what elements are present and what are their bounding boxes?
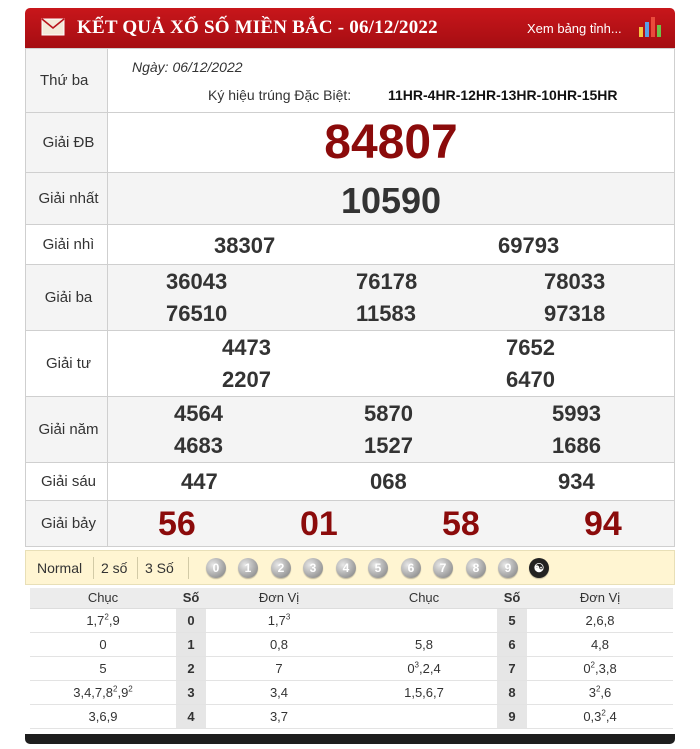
view-provinces-link[interactable]: Xem bảng tỉnh... bbox=[527, 21, 622, 36]
page-title: KẾT QUẢ XỔ SỐ MIỀN BẮC - 06/12/2022 bbox=[77, 17, 438, 38]
digit-9-button[interactable]: 9 bbox=[498, 558, 518, 578]
digit-8-button[interactable]: 8 bbox=[466, 558, 486, 578]
footer-bar bbox=[25, 734, 675, 744]
special-symbol-value: 11HR-4HR-12HR-13HR-10HR-15HR bbox=[388, 87, 618, 103]
yin-yang-icon[interactable]: ☯ bbox=[529, 558, 549, 578]
prize-cell-ba bbox=[108, 265, 675, 331]
prize-number: 4564 bbox=[174, 401, 223, 426]
table-row bbox=[351, 680, 673, 704]
prize-label-bay: Giải bảy bbox=[26, 501, 108, 547]
digit-5-button[interactable]: 5 bbox=[368, 558, 388, 578]
prize-number: 78033 bbox=[544, 269, 606, 294]
prize-label-nhat: Giải nhất bbox=[26, 173, 108, 225]
prize-number-special: 01 bbox=[300, 505, 338, 543]
column-header-chuc: Chục bbox=[351, 588, 497, 608]
weekday-label: Thứ ba bbox=[26, 49, 108, 113]
prize-cell-tu bbox=[108, 331, 675, 397]
prize-row-nhi bbox=[26, 225, 675, 265]
filter-3-digit-option[interactable]: 3 Số bbox=[145, 560, 174, 576]
table-row bbox=[30, 656, 352, 680]
digit-7-button[interactable]: 7 bbox=[433, 558, 453, 578]
special-symbol-label: Ký hiệu trúng Đặc Biệt: bbox=[208, 87, 352, 103]
prize-row-tu bbox=[26, 331, 675, 397]
prize-cell-bay bbox=[108, 501, 675, 547]
loto-table-left bbox=[30, 588, 352, 729]
digit-4-button[interactable]: 4 bbox=[336, 558, 356, 578]
prize-number: 76510 bbox=[166, 301, 228, 326]
table-row bbox=[30, 608, 352, 632]
table-row bbox=[351, 704, 673, 728]
filter-bar bbox=[25, 550, 675, 585]
prize-number-special: 56 bbox=[158, 505, 196, 543]
chuc-cell: 3,6,9 bbox=[30, 704, 176, 728]
prize-row-bay bbox=[26, 501, 675, 547]
so-cell: 5 bbox=[497, 608, 527, 632]
table-row bbox=[30, 680, 352, 704]
prize-number-nhat: 10590 bbox=[340, 180, 442, 221]
donvi-cell: $0^2,3,8$ bbox=[527, 656, 673, 680]
prize-row-db bbox=[26, 113, 675, 173]
donvi-cell: $3^2,6$ bbox=[527, 680, 673, 704]
chuc-cell: $0^3,2,4$ bbox=[351, 656, 497, 680]
chuc-cell bbox=[351, 704, 497, 728]
prize-number: 068 bbox=[370, 469, 407, 494]
prize-label-nam: Giải năm bbox=[26, 397, 108, 463]
prize-cell-nhat bbox=[108, 173, 675, 225]
filter-separator bbox=[137, 557, 138, 579]
donvi-cell: 3,7 bbox=[206, 704, 352, 728]
chuc-cell: 5,8 bbox=[351, 632, 497, 656]
lottery-result-box bbox=[25, 8, 675, 744]
chuc-cell: $3,4,7,8^2,9^2$ bbox=[30, 680, 176, 704]
results-table bbox=[25, 48, 675, 547]
so-cell: 8 bbox=[497, 680, 527, 704]
prize-row-ba bbox=[26, 265, 675, 331]
prize-number: 447 bbox=[181, 469, 218, 494]
prize-number: 38307 bbox=[214, 233, 276, 258]
filter-separator bbox=[188, 557, 189, 579]
prize-number: 97318 bbox=[544, 301, 606, 326]
prize-number: 5993 bbox=[552, 401, 601, 426]
chuc-cell: 1,5,6,7 bbox=[351, 680, 497, 704]
so-cell: 1 bbox=[176, 632, 206, 656]
filter-2-digit-option[interactable]: 2 số bbox=[101, 560, 128, 576]
prize-row-sau bbox=[26, 463, 675, 501]
header-bar bbox=[25, 8, 675, 48]
prize-label-sau: Giải sáu bbox=[26, 463, 108, 501]
column-header-so: Số bbox=[176, 588, 206, 608]
info-cell bbox=[108, 49, 675, 113]
prize-cell-nhi bbox=[108, 225, 675, 265]
prize-number-db: 84807 bbox=[324, 116, 458, 169]
chuc-cell: 5 bbox=[30, 656, 176, 680]
bar-chart-icon[interactable] bbox=[636, 13, 662, 39]
so-cell: 4 bbox=[176, 704, 206, 728]
donvi-cell: 7 bbox=[206, 656, 352, 680]
prize-label-tu: Giải tư bbox=[26, 331, 108, 397]
column-header-chuc: Chục bbox=[30, 588, 176, 608]
so-cell: 3 bbox=[176, 680, 206, 704]
prize-number: 11583 bbox=[356, 301, 416, 326]
prize-number: 76178 bbox=[356, 269, 418, 294]
table-row bbox=[30, 632, 352, 656]
chuc-cell: 0 bbox=[30, 632, 176, 656]
prize-label-ba: Giải ba bbox=[26, 265, 108, 331]
so-cell: 2 bbox=[176, 656, 206, 680]
prize-number: 2207 bbox=[222, 367, 271, 392]
prize-number: 69793 bbox=[498, 233, 560, 258]
prize-number: 6470 bbox=[506, 367, 555, 392]
digit-0-button[interactable]: 0 bbox=[206, 558, 226, 578]
digit-6-button[interactable]: 6 bbox=[401, 558, 421, 578]
table-row bbox=[30, 704, 352, 728]
prize-label-db: Giải ĐB bbox=[26, 113, 108, 173]
digit-3-button[interactable]: 3 bbox=[303, 558, 323, 578]
table-row bbox=[351, 608, 673, 632]
chuc-cell bbox=[351, 608, 497, 632]
prize-number: 1527 bbox=[364, 433, 413, 458]
donvi-cell: 2,6,8 bbox=[527, 608, 673, 632]
prize-cell-sau bbox=[108, 463, 675, 501]
prize-number: 934 bbox=[558, 469, 595, 494]
prize-cell-db bbox=[108, 113, 675, 173]
so-cell: 9 bbox=[497, 704, 527, 728]
donvi-cell: $1,7^3$ bbox=[206, 608, 352, 632]
donvi-cell: 3,4 bbox=[206, 680, 352, 704]
prize-row-nhat bbox=[26, 173, 675, 225]
so-cell: 6 bbox=[497, 632, 527, 656]
donvi-cell: 0,8 bbox=[206, 632, 352, 656]
info-row bbox=[26, 49, 675, 113]
prize-number: 1686 bbox=[552, 433, 601, 458]
so-cell: 0 bbox=[176, 608, 206, 632]
column-header-donvi: Đơn Vị bbox=[206, 588, 352, 608]
column-header-so: Số bbox=[497, 588, 527, 608]
draw-date: Ngày: 06/12/2022 bbox=[132, 59, 243, 75]
chuc-cell: $1,7^2,9$ bbox=[30, 608, 176, 632]
prize-row-nam bbox=[26, 397, 675, 463]
digit-1-button[interactable]: 1 bbox=[238, 558, 258, 578]
prize-number-special: 58 bbox=[442, 505, 480, 543]
mail-icon bbox=[41, 18, 65, 36]
donvi-cell: $0,3^2,4$ bbox=[527, 704, 673, 728]
prize-number: 7652 bbox=[506, 335, 555, 360]
prize-number: 5870 bbox=[364, 401, 413, 426]
prize-number: 36043 bbox=[166, 269, 228, 294]
donvi-cell: 4,8 bbox=[527, 632, 673, 656]
so-cell: 7 bbox=[497, 656, 527, 680]
filter-normal-option[interactable]: Normal bbox=[37, 560, 83, 576]
digit-2-button[interactable]: 2 bbox=[271, 558, 291, 578]
table-row bbox=[351, 632, 673, 656]
prize-number: 4683 bbox=[174, 433, 223, 458]
filter-separator bbox=[93, 557, 94, 579]
prize-number-special: 94 bbox=[584, 505, 622, 543]
column-header-donvi: Đơn Vị bbox=[527, 588, 673, 608]
table-row bbox=[351, 656, 673, 680]
loto-table-right bbox=[351, 588, 673, 729]
prize-cell-nam bbox=[108, 397, 675, 463]
prize-number: 4473 bbox=[222, 335, 271, 360]
prize-label-nhi: Giải nhì bbox=[26, 225, 108, 265]
